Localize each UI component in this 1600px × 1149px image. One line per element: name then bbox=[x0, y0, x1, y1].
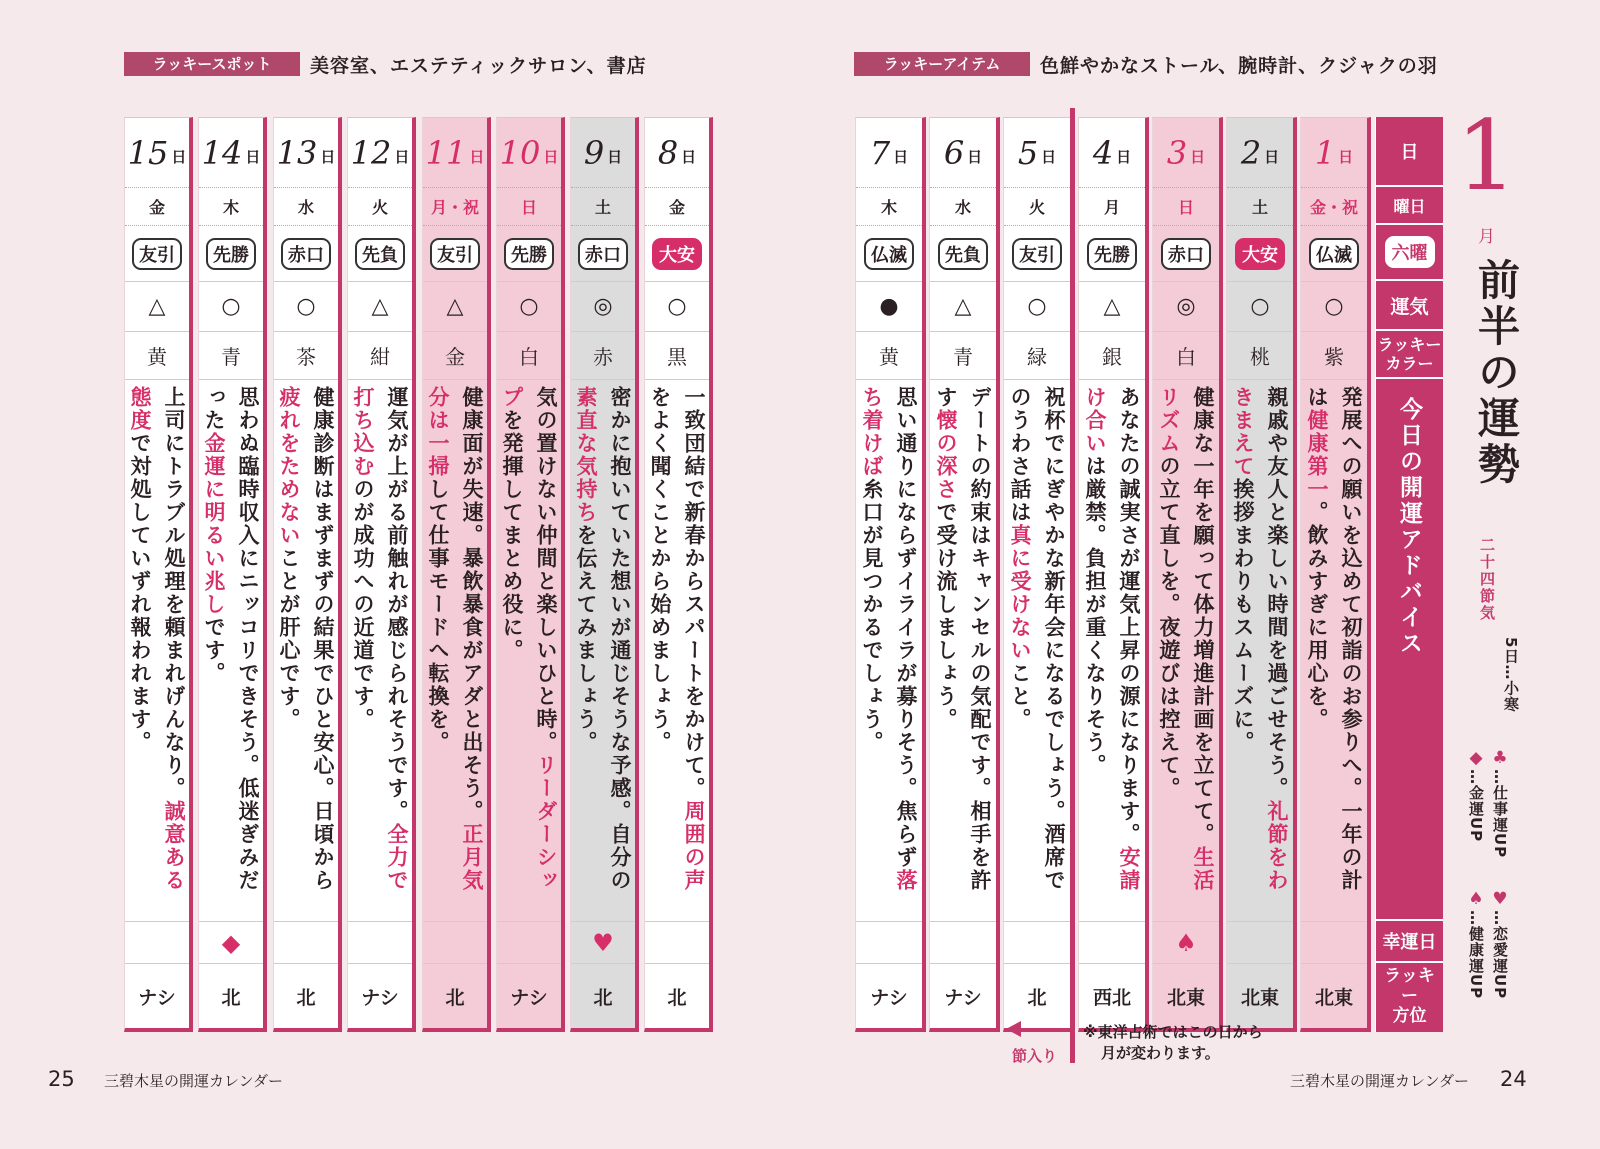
page-number-right: 24 bbox=[1500, 1067, 1527, 1091]
day-suffix: 日 bbox=[967, 148, 983, 166]
day-suffix: 日 bbox=[1338, 148, 1354, 166]
day-number: 8 bbox=[657, 133, 679, 172]
month-suffix: 月 bbox=[1478, 227, 1495, 247]
day-number: 3 bbox=[1166, 133, 1188, 172]
day-number: 10 bbox=[499, 133, 541, 172]
day-advice-cell bbox=[274, 380, 338, 922]
day-advice-cell bbox=[1301, 380, 1367, 922]
day-suffix: 日 bbox=[681, 148, 697, 166]
day-rokuyo: 先勝 bbox=[504, 238, 554, 270]
day-unki: △ bbox=[348, 282, 412, 332]
day-lucky-day bbox=[348, 922, 412, 964]
day-advice-cell bbox=[199, 380, 263, 922]
advice-highlight: 落ち着けば bbox=[860, 386, 918, 892]
day-advice bbox=[123, 386, 191, 911]
day-unki: ○ bbox=[645, 282, 709, 332]
advice-highlight: 誠意ある態度 bbox=[128, 386, 186, 892]
advice-text: の立て直しを。夜遊びは控えて。 bbox=[1157, 455, 1181, 800]
day-advice bbox=[643, 386, 711, 911]
day-advice bbox=[197, 386, 265, 911]
day-number: 11 bbox=[425, 133, 467, 172]
day-date bbox=[348, 118, 412, 188]
day-unki: ◎ bbox=[571, 282, 635, 332]
day-column bbox=[273, 117, 342, 1032]
day-suffix: 日 bbox=[320, 148, 336, 166]
day-column bbox=[1300, 117, 1371, 1032]
day-date bbox=[1301, 118, 1367, 188]
advice-text: 密かに抱いていた想いが通じそうな予感。自分の bbox=[608, 386, 632, 892]
day-lucky-color: 紺 bbox=[348, 332, 412, 380]
advice-highlight: 素直な気持ち bbox=[574, 386, 598, 524]
day-column bbox=[929, 117, 1000, 1032]
advice-highlight: リーダーシップ bbox=[500, 386, 558, 892]
day-rokuyo: 先勝 bbox=[1087, 238, 1137, 270]
day-suffix: 日 bbox=[1264, 148, 1280, 166]
day-number: 4 bbox=[1092, 133, 1114, 172]
day-lucky-color: 白 bbox=[1153, 332, 1219, 380]
advice-text: を伝えてみましょう。 bbox=[574, 524, 598, 754]
day-advice-cell bbox=[497, 380, 561, 922]
sekki-heading: 二十四節気 bbox=[1478, 537, 1496, 622]
day-number: 9 bbox=[583, 133, 605, 172]
day-lucky-color: 青 bbox=[199, 332, 263, 380]
day-advice-cell bbox=[423, 380, 487, 922]
day-advice-cell bbox=[1153, 380, 1219, 922]
day-date bbox=[1227, 118, 1293, 188]
day-unki: ◎ bbox=[1153, 282, 1219, 332]
day-rokuyo: 先負 bbox=[355, 238, 405, 270]
day-advice-cell bbox=[930, 380, 996, 922]
day-rokuyo-cell bbox=[930, 226, 996, 282]
day-rokuyo: 友引 bbox=[132, 238, 182, 270]
day-lucky-day bbox=[930, 922, 996, 964]
advice-text: 健康な一年を願って体力増進計画を立てて。 bbox=[1191, 386, 1215, 846]
day-lucky-color: 紫 bbox=[1301, 332, 1367, 380]
day-date bbox=[645, 118, 709, 188]
day-rokuyo-cell bbox=[1004, 226, 1070, 282]
day-unki: ○ bbox=[274, 282, 338, 332]
day-unki: △ bbox=[930, 282, 996, 332]
setsuiri-note bbox=[1083, 1022, 1263, 1064]
advice-text: のが成功への近道です。 bbox=[351, 478, 375, 731]
day-rokuyo-cell bbox=[423, 226, 487, 282]
day-lucky-direction: ナシ bbox=[510, 987, 548, 1009]
header-lucky-color-line1: ラッキー bbox=[1377, 335, 1442, 354]
advice-text: です。 bbox=[202, 616, 226, 685]
club-icon: ♣ bbox=[1490, 748, 1510, 769]
day-rokuyo-cell bbox=[645, 226, 709, 282]
lucky-item-label: ラッキーアイテム bbox=[854, 52, 1030, 76]
day-advice-cell bbox=[348, 380, 412, 922]
advice-text: をよく聞くことから始めましょう。 bbox=[648, 386, 672, 754]
advice-text: 思い通りにならずイライラが募りそう。焦らず bbox=[894, 386, 918, 869]
advice-text: 健康診断はまずまずの結果でひと安心。日頃から bbox=[311, 386, 335, 892]
day-lucky-color: 桃 bbox=[1227, 332, 1293, 380]
advice-highlight: 懐の深さ bbox=[934, 409, 958, 501]
advice-text: 健康面が失速。暴飲暴食がアダと出そう。 bbox=[460, 386, 484, 823]
day-lucky-direction: 北 bbox=[593, 987, 613, 1009]
day-unki: ○ bbox=[1004, 282, 1070, 332]
header-lucky-direction bbox=[1376, 963, 1443, 1028]
legend-work bbox=[1490, 748, 1511, 858]
day-advice bbox=[1300, 386, 1368, 911]
advice-highlight: 安請け合い bbox=[1083, 386, 1141, 892]
day-number: 5 bbox=[1017, 133, 1039, 172]
day-rokuyo: 大安 bbox=[1235, 238, 1285, 270]
day-date bbox=[497, 118, 561, 188]
day-advice bbox=[272, 386, 340, 911]
header-column bbox=[1375, 117, 1443, 1032]
advice-text: ことが肝心です。 bbox=[277, 547, 301, 731]
day-rokuyo: 大安 bbox=[652, 238, 702, 270]
legend-money-text: …金運UP bbox=[1467, 769, 1485, 843]
day-lucky-color: 茶 bbox=[274, 332, 338, 380]
day-lucky-day bbox=[856, 922, 922, 964]
header-lucky-direction-line1: ラッキー bbox=[1384, 965, 1435, 1006]
day-advice-cell bbox=[856, 380, 922, 922]
legend-health-text: …健康運UP bbox=[1467, 910, 1485, 1000]
day-rokuyo-cell bbox=[856, 226, 922, 282]
header-weekday: 曜日 bbox=[1376, 187, 1443, 225]
day-lucky-day bbox=[497, 922, 561, 964]
setsuiri-divider bbox=[1070, 108, 1075, 1063]
advice-highlight: 生活リズム bbox=[1157, 386, 1215, 892]
day-lucky-color: 青 bbox=[930, 332, 996, 380]
day-weekday: 火 bbox=[1004, 188, 1070, 226]
day-column bbox=[644, 117, 713, 1032]
day-lucky-day bbox=[274, 922, 338, 964]
day-date bbox=[423, 118, 487, 188]
header-lucky-color bbox=[1376, 331, 1443, 379]
day-column bbox=[124, 117, 193, 1032]
day-weekday: 水 bbox=[930, 188, 996, 226]
advice-text: を発揮してまとめ役に。 bbox=[500, 409, 524, 662]
arrow-left-icon bbox=[1006, 1021, 1021, 1037]
day-advice-cell bbox=[1079, 380, 1145, 922]
day-column bbox=[1003, 117, 1074, 1032]
day-suffix: 日 bbox=[1190, 148, 1206, 166]
day-advice bbox=[1003, 386, 1071, 911]
lucky-spot-value: 美容室、エステティックサロン、書店 bbox=[310, 54, 647, 77]
day-weekday: 日 bbox=[497, 188, 561, 226]
day-lucky-day bbox=[1301, 922, 1367, 964]
day-suffix: 日 bbox=[245, 148, 261, 166]
day-lucky-day bbox=[645, 922, 709, 964]
day-lucky-color: 金 bbox=[423, 332, 487, 380]
day-advice bbox=[1078, 386, 1146, 911]
day-rokuyo-cell bbox=[1079, 226, 1145, 282]
day-rokuyo: 先負 bbox=[938, 238, 988, 270]
day-weekday: 木 bbox=[856, 188, 922, 226]
day-date bbox=[199, 118, 263, 188]
month-number: 1 bbox=[1456, 100, 1518, 212]
footer-title-right: 三碧木星の開運カレンダー bbox=[1290, 1072, 1470, 1090]
advice-text: 糸口が見つかるでしょう。 bbox=[860, 478, 884, 754]
day-advice-cell bbox=[1004, 380, 1070, 922]
header-rokuyo bbox=[1376, 225, 1443, 281]
advice-text: 発展への願いを込めて初詣のお参りへ。一年の計は bbox=[1305, 386, 1363, 892]
header-lucky-direction-line2: 方位 bbox=[1392, 1005, 1427, 1026]
day-column bbox=[1226, 117, 1297, 1032]
day-column bbox=[347, 117, 416, 1032]
page-title: 前半の運勢 bbox=[1472, 258, 1521, 488]
day-rokuyo-cell bbox=[1301, 226, 1367, 282]
day-rokuyo-cell bbox=[1153, 226, 1219, 282]
day-advice bbox=[1226, 386, 1294, 911]
day-unki: ○ bbox=[199, 282, 263, 332]
day-number: 7 bbox=[869, 133, 891, 172]
day-lucky-day bbox=[423, 922, 487, 964]
day-lucky-color: 白 bbox=[497, 332, 561, 380]
advice-highlight: 周囲の声 bbox=[682, 800, 706, 892]
day-rokuyo-cell bbox=[1227, 226, 1293, 282]
day-advice-cell bbox=[645, 380, 709, 922]
day-date bbox=[571, 118, 635, 188]
day-lucky-direction: 北 bbox=[667, 987, 687, 1009]
advice-text: 上司にトラブル処理を頼まれげんなり。 bbox=[162, 386, 186, 800]
lucky-spot-bar bbox=[124, 52, 647, 76]
day-lucky-direction: 北東 bbox=[1314, 987, 1353, 1009]
advice-text: で受け流しましょう。 bbox=[934, 501, 958, 731]
day-weekday: 火 bbox=[348, 188, 412, 226]
day-lucky-direction: 北 bbox=[1027, 987, 1047, 1009]
day-lucky-direction: ナシ bbox=[138, 987, 176, 1009]
day-advice bbox=[1152, 386, 1220, 911]
advice-text: して仕事モードへ転換を。 bbox=[426, 478, 450, 754]
lucky-item-bar bbox=[854, 52, 1438, 76]
day-lucky-direction: ナシ bbox=[944, 987, 982, 1009]
day-weekday: 木 bbox=[199, 188, 263, 226]
day-number: 13 bbox=[276, 133, 318, 172]
day-weekday: 月・祝 bbox=[423, 188, 487, 226]
advice-highlight: 礼節をわきまえて bbox=[1231, 386, 1289, 892]
advice-text: デートの約束はキャンセルの気配です。相手を許す bbox=[934, 386, 992, 892]
advice-highlight: 健康第一 bbox=[1305, 409, 1329, 501]
day-unki: △ bbox=[1079, 282, 1145, 332]
day-date bbox=[930, 118, 996, 188]
day-lucky-direction: 北東 bbox=[1240, 987, 1279, 1009]
day-unki: △ bbox=[423, 282, 487, 332]
day-number: 14 bbox=[201, 133, 243, 172]
day-weekday: 月 bbox=[1079, 188, 1145, 226]
advice-highlight: 疲れをためない bbox=[277, 386, 301, 547]
lucky-item-value: 色鮮やかなストール、腕時計、クジャクの羽 bbox=[1040, 54, 1438, 77]
header-date: 日 bbox=[1376, 117, 1443, 187]
day-advice bbox=[855, 386, 923, 911]
day-suffix: 日 bbox=[543, 148, 559, 166]
day-lucky-day: ◆ bbox=[199, 922, 263, 964]
day-unki: △ bbox=[125, 282, 189, 332]
day-column bbox=[198, 117, 267, 1032]
footer-title-left: 三碧木星の開運カレンダー bbox=[104, 1072, 284, 1090]
day-weekday: 日 bbox=[1153, 188, 1219, 226]
advice-text: 思わぬ臨時収入にニッコリできそう。低迷ぎみだった bbox=[202, 386, 260, 892]
day-rokuyo: 友引 bbox=[1012, 238, 1062, 270]
day-lucky-color: 黄 bbox=[856, 332, 922, 380]
day-advice bbox=[495, 386, 563, 911]
day-weekday: 土 bbox=[1227, 188, 1293, 226]
legend-work-text: …仕事運UP bbox=[1491, 769, 1509, 859]
day-weekday: 水 bbox=[274, 188, 338, 226]
day-rokuyo-cell bbox=[348, 226, 412, 282]
day-rokuyo: 友引 bbox=[430, 238, 480, 270]
advice-text: 一致団結で新春からスパートをかけて。 bbox=[682, 386, 706, 800]
day-weekday: 土 bbox=[571, 188, 635, 226]
day-lucky-color: 黄 bbox=[125, 332, 189, 380]
day-advice bbox=[421, 386, 489, 911]
day-advice bbox=[346, 386, 414, 911]
day-rokuyo: 仏滅 bbox=[864, 238, 914, 270]
diamond-icon: ◆ bbox=[1466, 748, 1486, 769]
day-suffix: 日 bbox=[893, 148, 909, 166]
advice-text: は厳禁。負担が重くなりそう。 bbox=[1083, 455, 1107, 777]
day-date bbox=[1004, 118, 1070, 188]
advice-highlight: 真に受けない bbox=[1008, 524, 1032, 662]
advice-text: こと。 bbox=[1008, 662, 1032, 731]
legend-money bbox=[1466, 748, 1487, 842]
day-suffix: 日 bbox=[469, 148, 485, 166]
advice-text: で対処していずれ報われます。 bbox=[128, 432, 152, 754]
day-unki: ● bbox=[856, 282, 922, 332]
day-advice-cell bbox=[571, 380, 635, 922]
day-rokuyo-cell bbox=[571, 226, 635, 282]
day-rokuyo: 赤口 bbox=[1161, 238, 1211, 270]
day-rokuyo-cell bbox=[199, 226, 263, 282]
day-date bbox=[1153, 118, 1219, 188]
day-suffix: 日 bbox=[1041, 148, 1057, 166]
day-lucky-day bbox=[1079, 922, 1145, 964]
day-column bbox=[1152, 117, 1223, 1032]
day-column bbox=[855, 117, 926, 1032]
legend-love bbox=[1490, 889, 1511, 999]
day-number: 12 bbox=[350, 133, 392, 172]
day-lucky-direction: 西北 bbox=[1092, 987, 1131, 1009]
day-lucky-direction: 北 bbox=[221, 987, 241, 1009]
day-number: 15 bbox=[127, 133, 169, 172]
day-rokuyo: 赤口 bbox=[281, 238, 331, 270]
header-advice-label: 今日の開運アドバイス bbox=[1396, 397, 1422, 657]
day-lucky-day: ♠ bbox=[1153, 922, 1219, 964]
advice-text: 気の置けない仲間と楽しいひと時。 bbox=[534, 386, 558, 754]
advice-highlight: 金運に明るい兆し bbox=[202, 432, 226, 616]
spade-icon: ♠ bbox=[1466, 889, 1486, 910]
day-unki: ○ bbox=[497, 282, 561, 332]
advice-highlight: 全力で打ち込む bbox=[351, 386, 409, 892]
advice-text: 運気が上がる前触れが感じられそうです。 bbox=[385, 386, 409, 823]
advice-text: あなたの誠実さが運気上昇の源になります。 bbox=[1117, 386, 1141, 846]
day-lucky-direction: 北 bbox=[445, 987, 465, 1009]
day-number: 1 bbox=[1314, 133, 1336, 172]
legend-love-text: …恋愛運UP bbox=[1491, 910, 1509, 1000]
day-lucky-color: 赤 bbox=[571, 332, 635, 380]
header-lucky-color-line2: カラー bbox=[1385, 354, 1434, 373]
day-number: 2 bbox=[1240, 133, 1262, 172]
day-unki: ○ bbox=[1301, 282, 1367, 332]
sekki-value: 5日…小寒 bbox=[1502, 637, 1520, 713]
setsuiri-arrow-line bbox=[1020, 1028, 1072, 1031]
day-advice-cell bbox=[1227, 380, 1293, 922]
day-date bbox=[856, 118, 922, 188]
day-suffix: 日 bbox=[1116, 148, 1132, 166]
header-lucky-day: 幸運日 bbox=[1376, 921, 1443, 963]
day-rokuyo: 赤口 bbox=[578, 238, 628, 270]
day-column bbox=[570, 117, 639, 1032]
day-advice-cell bbox=[125, 380, 189, 922]
advice-text: 祝杯でにぎやかな新年会になるでしょう。酒席でのうわさ話は bbox=[1008, 386, 1066, 892]
advice-highlight: 正月気分は一掃 bbox=[426, 386, 484, 892]
setsuiri-note-line2: 月が変わります。 bbox=[1101, 1044, 1220, 1062]
day-lucky-color: 銀 bbox=[1079, 332, 1145, 380]
day-lucky-direction: ナシ bbox=[361, 987, 399, 1009]
day-date bbox=[274, 118, 338, 188]
day-number: 6 bbox=[943, 133, 965, 172]
day-weekday: 金 bbox=[645, 188, 709, 226]
legend-health bbox=[1466, 889, 1487, 999]
day-lucky-color: 黒 bbox=[645, 332, 709, 380]
day-column bbox=[422, 117, 491, 1032]
day-weekday: 金・祝 bbox=[1301, 188, 1367, 226]
header-unki: 運気 bbox=[1376, 281, 1443, 331]
day-lucky-direction: 北東 bbox=[1166, 987, 1205, 1009]
day-lucky-day bbox=[1227, 922, 1293, 964]
day-lucky-day bbox=[125, 922, 189, 964]
setsuiri-label: 節入り bbox=[1012, 1047, 1058, 1065]
day-suffix: 日 bbox=[394, 148, 410, 166]
advice-text: 。飲みすぎに用心を。 bbox=[1305, 501, 1329, 731]
day-lucky-direction: ナシ bbox=[870, 987, 908, 1009]
header-rokuyo-label: 六曜 bbox=[1385, 236, 1435, 268]
day-column bbox=[1078, 117, 1149, 1032]
header-advice bbox=[1376, 379, 1443, 921]
day-advice bbox=[569, 386, 637, 911]
day-rokuyo: 先勝 bbox=[206, 238, 256, 270]
day-rokuyo-cell bbox=[497, 226, 561, 282]
heart-icon: ♥ bbox=[1490, 889, 1510, 910]
day-rokuyo: 仏滅 bbox=[1309, 238, 1359, 270]
page-number-left: 25 bbox=[48, 1067, 75, 1091]
advice-text: 挨拶まわりもスムーズに。 bbox=[1231, 478, 1255, 754]
day-lucky-day: ♥ bbox=[571, 922, 635, 964]
day-date bbox=[1079, 118, 1145, 188]
advice-text: 親戚や友人と楽しい時間を過ごせそう。 bbox=[1265, 386, 1289, 800]
day-column bbox=[496, 117, 565, 1032]
day-lucky-day bbox=[1004, 922, 1070, 964]
day-suffix: 日 bbox=[607, 148, 623, 166]
day-unki: ○ bbox=[1227, 282, 1293, 332]
day-lucky-color: 緑 bbox=[1004, 332, 1070, 380]
setsuiri-note-line1: ※東洋占術ではこの日から bbox=[1083, 1023, 1263, 1041]
day-rokuyo-cell bbox=[274, 226, 338, 282]
day-advice bbox=[929, 386, 997, 911]
day-date bbox=[125, 118, 189, 188]
day-weekday: 金 bbox=[125, 188, 189, 226]
day-suffix: 日 bbox=[171, 148, 187, 166]
day-lucky-direction: 北 bbox=[296, 987, 316, 1009]
lucky-spot-label: ラッキースポット bbox=[124, 52, 300, 76]
day-rokuyo-cell bbox=[125, 226, 189, 282]
